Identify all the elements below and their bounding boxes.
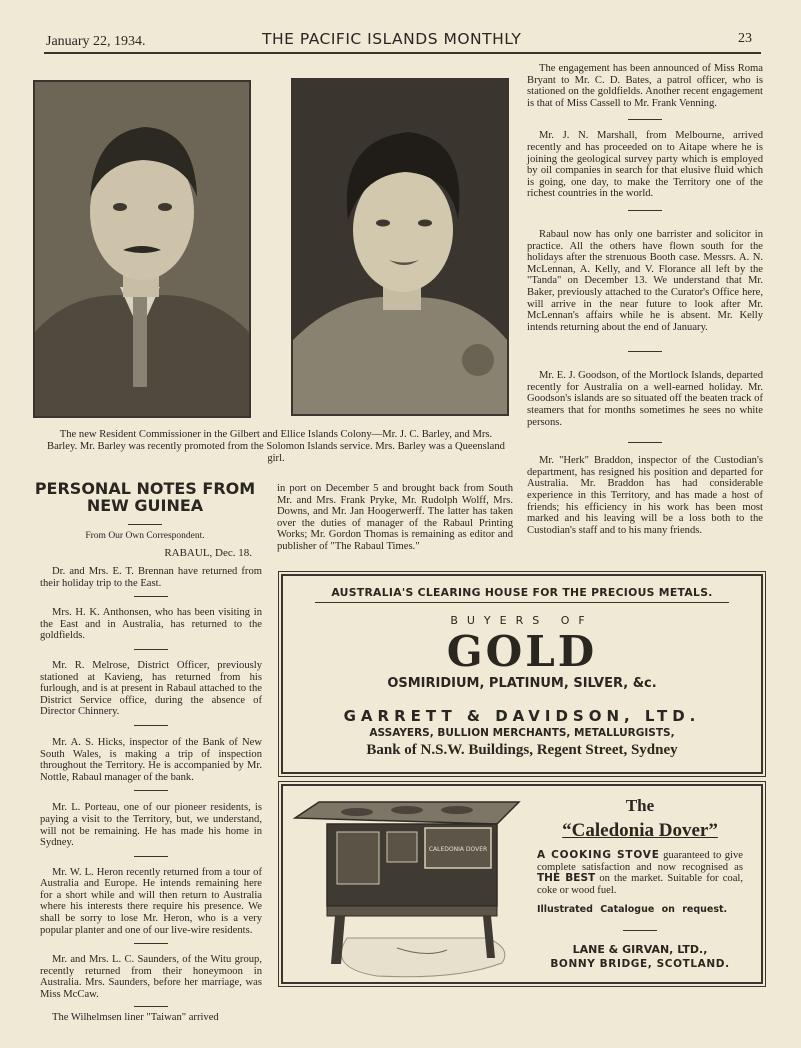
portrait-man-illustration xyxy=(35,82,249,416)
paragraph-separator xyxy=(134,596,168,597)
right-column-paragraph: Mr. E. J. Goodson, of the Mortlock Islands, departed recently for Australia on a well-earned holiday. Mr. Goodson's islands are so situated off the beaten track of steamers that for months sometimes he sees no white persons. xyxy=(527,370,763,428)
paragraph-separator xyxy=(628,351,662,352)
stove-plate-text: CALEDONIA DOVER xyxy=(428,846,488,853)
paragraph-separator xyxy=(628,210,662,211)
right-column-paragraph: Mr. "Herk" Braddon, inspector of the Custodian's department, has resigned his position and departed for Australia. Mr. Braddon has had considerable experience in this Territory, and has made a host of friends; his efficiency in his work has been most marked and his leaving will be a loss both to the Custodian's staff and to his many friends. xyxy=(527,455,763,536)
gold-ad-banner-rule xyxy=(315,602,729,603)
portrait-woman-illustration xyxy=(293,80,507,414)
gold-ad-banner: AUSTRALIA'S CLEARING HOUSE FOR THE PRECIOUS METALS. xyxy=(331,586,713,599)
stove-ad-catalogue: Illustrated Catalogue on request. xyxy=(537,904,728,915)
stove-ad-the: The xyxy=(625,796,655,815)
paragraph-separator xyxy=(134,943,168,944)
stove-ad-rule xyxy=(623,930,657,931)
article-middle-column xyxy=(277,483,513,553)
photo-mrs-barley xyxy=(291,78,509,416)
paragraph-separator xyxy=(628,119,662,120)
header-rule xyxy=(44,52,761,54)
stove-advertisement xyxy=(281,784,763,984)
article-paragraph: Mr. A. S. Hicks, inspector of the Bank of New South Wales, is making a trip of inspection throughout the Territory. He is accompanied by Mr. Nottle, Rabaul manager of the bank. xyxy=(40,736,262,783)
stove-ad-product-name: “Caledonia Dover” xyxy=(562,820,718,841)
stove-ad-maker: LANE & GIRVAN, LTD., xyxy=(572,943,708,956)
article-paragraph: Mr. L. Porteau, one of our pioneer residents, is paying a visit to the Territory, but, we understand, will not be remaining. He has made his home in Sydney. xyxy=(40,802,262,849)
right-column-paragraph: Rabaul now has only one barrister and solicitor in practice. All the others have flown south for the holidays after the strenuous Booth case. Messrs. A. N. McLennan, A. Kelly, and V. Florance all left by the "Tanda" on December 13. We understand that Mr. Baker, previously attached to the Curator's Office here, will arrive in the near future to look after Mr. McLennan's affairs while he is absent. Mr. Kelly intends returning about the end of January. xyxy=(527,228,763,333)
heading-rule xyxy=(128,524,162,525)
stove-ad-description xyxy=(537,850,743,896)
article-paragraph: The Wilhelmsen liner "Taiwan" arrived xyxy=(52,1011,219,1023)
gold-ad-company: GARRETT & DAVIDSON, LTD. xyxy=(343,707,701,725)
article-left-column xyxy=(40,566,262,1023)
gold-ad-trade: ASSAYERS, BULLION MERCHANTS, METALLURGISTS, xyxy=(369,727,675,739)
paragraph-separator xyxy=(628,442,662,443)
photo-caption: The new Resident Commissioner in the Gilbert and Ellice Islands Colony—Mr. J. C. Barley, and Mrs. Barley. Mr. Barley was recently promoted from the Solomon Islands service. Mrs. Barley was a Queensland girl. xyxy=(47,429,505,464)
article-paragraph: Mr. W. L. Heron recently returned from a tour of Australia and Europe. He intends remaining here for a short while and will then return to Australia where his interests there require his presence. We shall be sorry to lose Mr. Heron, who is a very popular planter and one of our live-wire residents. xyxy=(40,866,262,936)
page-number: 23 xyxy=(738,31,752,46)
paragraph-separator xyxy=(134,725,168,726)
article-paragraph: Mr. R. Melrose, District Officer, previously stationed at Kavieng, has returned from his furlough, and is at present in Rabaul attached to the District Service office, during the absence of Director Chinnery. xyxy=(40,659,262,718)
paragraph-separator xyxy=(134,649,168,650)
stove-ad-lead: A COOKING STOVE xyxy=(537,849,660,861)
article-paragraph: Dr. and Mrs. E. T. Brennan have returned from their holiday trip to the East. xyxy=(40,566,262,589)
gold-ad-buyers: BUYERS OF xyxy=(450,614,594,627)
paragraph-separator xyxy=(134,856,168,857)
stove-ad-location: BONNY BRIDGE, SCOTLAND. xyxy=(550,958,730,970)
stove-ad-body: on the market. Suitable for coal, coke or wood fuel. xyxy=(537,873,743,896)
article-byline: From Our Own Correspondent. xyxy=(85,531,205,541)
article-paragraph: in port on December 5 and brought back from South Mr. and Mrs. Frank Pryke, Mr. Rudolph Wolff, Mrs. Downs, and Mr. Jan Hoogerwerff. The latter has taken over the duties of manager of the Rabaul Printing Works; Mr. Gordon Thomas is remaining as editor and publisher of "The Rabaul Times." xyxy=(277,483,513,552)
stove-ad-body: guaranteed to give complete satisfaction and now recognised as xyxy=(537,850,743,873)
header-title: THE PACIFIC ISLANDS MONTHLY xyxy=(262,30,522,48)
right-column-paragraph: The engagement has been announced of Miss Roma Bryant to Mr. C. D. Bates, a patrol officer, who is stationed on the goldfields. Another recent engagement is that of Miss Cassell to Mr. Frank Venning. xyxy=(527,63,763,109)
right-column xyxy=(527,63,763,536)
stove-illustration xyxy=(287,788,521,980)
photo-mr-barley xyxy=(33,80,251,418)
article-dateline: RABAUL, Dec. 18. xyxy=(164,547,252,559)
paragraph-separator xyxy=(134,790,168,791)
gold-advertisement xyxy=(281,574,763,774)
article-paragraph: Mr. and Mrs. L. C. Saunders, of the Witu group, recently returned from their honeymoon in Australia. Mrs. Saunders, before her marriage, was Miss McCaw. xyxy=(40,954,262,1001)
stove-ad-best: THE BEST xyxy=(537,872,596,885)
right-column-paragraph: Mr. J. N. Marshall, from Melbourne, arrived recently and has proceeded on to Aitape where he is joining the geological survey party which is employed by oil companies in search for that elusive fluid which is going, one day, to make the Territory one of the richest countries in the world. xyxy=(527,130,763,200)
gold-ad-gold: GOLD xyxy=(446,627,598,676)
article-paragraph: Mrs. H. K. Anthonsen, who has been visiting in the East and in Australia, has returned to the goldfields. xyxy=(40,607,262,642)
gold-ad-metals: OSMIRIDIUM, PLATINUM, SILVER, &c. xyxy=(387,676,657,691)
header-date: January 22, 1934. xyxy=(46,34,146,49)
article-heading: PERSONAL NOTES FROM NEW GUINEA xyxy=(34,479,256,515)
gold-ad-address: Bank of N.S.W. Buildings, Regent Street, Sydney xyxy=(366,742,678,758)
paragraph-separator xyxy=(134,1006,168,1007)
